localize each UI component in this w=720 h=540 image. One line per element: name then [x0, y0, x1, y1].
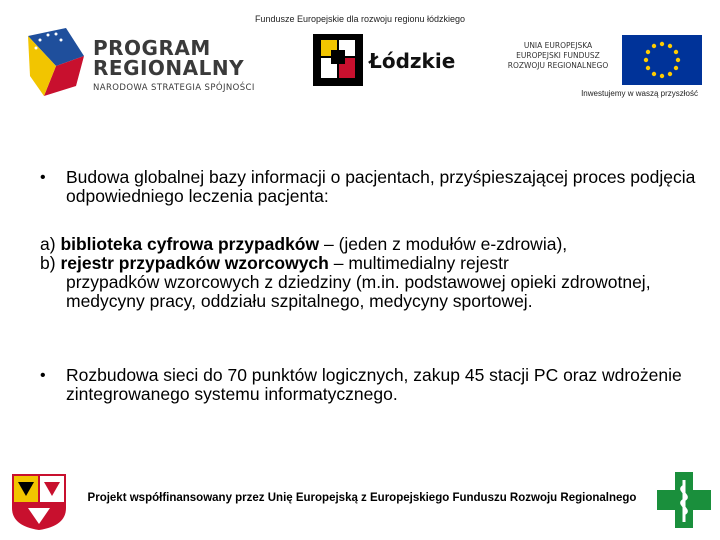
list-item-continuation: przypadków wzorcowych z dziedziny (m.in. podstawowej opieki zdrowotnej, medycyny pracy, oddziału szpitalnego, medycyny sportowej.: [66, 272, 651, 311]
eu-logo-line3: ROZWOJU REGIONALNEGO: [507, 61, 609, 70]
list-item-prefix: b): [40, 253, 61, 273]
list-item-a: [40, 235, 700, 254]
list-item-prefix: a): [40, 234, 61, 254]
list-item-bold: rejestr przypadków wzorcowych: [60, 253, 329, 273]
eu-logo-line1: UNIA EUROPEJSKA: [523, 41, 593, 50]
bullet-symbol: •: [40, 169, 46, 186]
bullet-text: Rozbudowa sieci do 70 punktów logicznych, zakup 45 stacji PC oraz wdrożenie zintegrowanego systemu informatycznego.: [66, 365, 682, 404]
list-item-rest: – multimedialny rejestr: [328, 253, 509, 273]
top-caption: Fundusze Europejskie dla rozwoju regionu łódzkiego: [254, 14, 466, 24]
list-item-rest: – (jeden z modułów e-zdrowia),: [319, 234, 568, 254]
bullet-symbol: •: [40, 367, 46, 384]
eu-logo-line2: EUROPEJSKI FUNDUSZ: [516, 51, 600, 60]
footer-text: Projekt współfinansowany przez Unię Europejską z Europejskiego Funduszu Rozwoju Regionalnego: [87, 492, 637, 504]
medical-cross-icon: [655, 470, 713, 530]
sub-list: [40, 235, 700, 311]
bullet-text: Budowa globalnej bazy informacji o pacjentach, przyśpieszającej proces podjęcia odpowiedniego leczenia pacjenta:: [66, 167, 696, 206]
list-item-bold: biblioteka cyfrowa przypadków: [60, 234, 320, 254]
list-item-b: [40, 254, 700, 311]
coat-of-arms-icon: [8, 470, 70, 532]
program-logo-subtitle: NARODOWA STRATEGIA SPÓJNOŚCI: [93, 83, 255, 93]
invest-caption: Inwestujemy w waszą przyszłość: [581, 89, 698, 98]
program-logo-line1: PROGRAM: [93, 36, 211, 60]
program-logo-line2: REGIONALNY: [93, 56, 245, 80]
lodzkie-logo-text: Łódzkie: [369, 49, 456, 73]
